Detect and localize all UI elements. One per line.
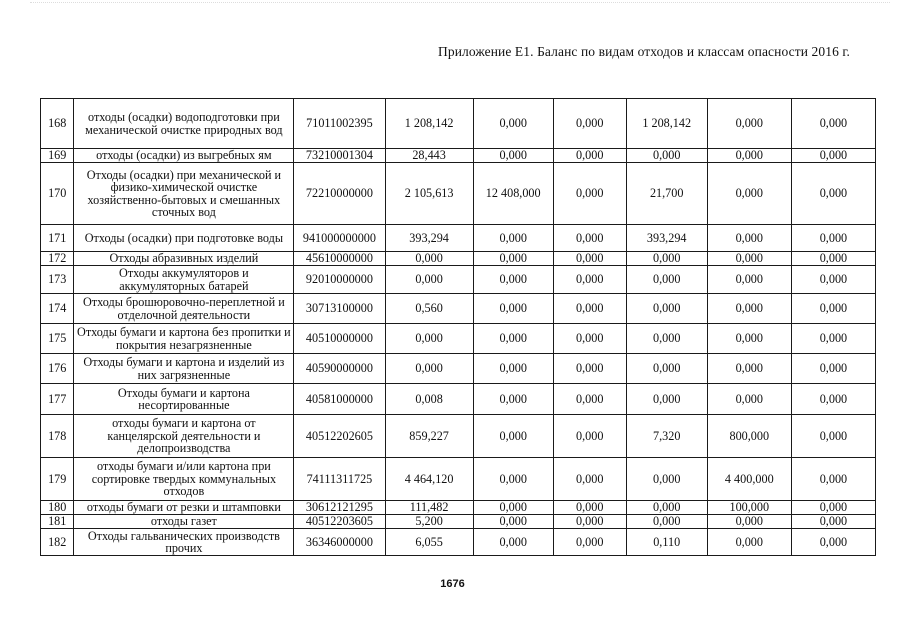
scan-artifact	[30, 2, 890, 7]
table-row	[41, 266, 876, 294]
table-row	[41, 515, 876, 529]
value-col-5: 0,000	[707, 384, 791, 415]
value-col-3: 0,000	[553, 99, 626, 149]
waste-balance-table	[40, 98, 876, 556]
waste-code: 73210001304	[294, 149, 385, 163]
waste-name: Отходы абразивных изделий	[74, 252, 294, 266]
value-col-1: 28,443	[385, 149, 473, 163]
waste-name: Отходы (осадки) при подготовке воды	[74, 225, 294, 252]
value-col-5: 0,000	[707, 294, 791, 324]
row-number: 175	[41, 324, 74, 354]
waste-name: отходы (осадки) из выгребных ям	[74, 149, 294, 163]
value-col-3: 0,000	[553, 515, 626, 529]
waste-code: 941000000000	[294, 225, 385, 252]
waste-code: 71011002395	[294, 99, 385, 149]
value-col-2: 0,000	[473, 294, 553, 324]
waste-name: Отходы аккумуляторов и аккумуляторных батарей	[74, 266, 294, 294]
row-number: 171	[41, 225, 74, 252]
value-col-6: 0,000	[791, 225, 875, 252]
value-col-2: 0,000	[473, 384, 553, 415]
row-number: 176	[41, 354, 74, 384]
waste-code: 30612121295	[294, 501, 385, 515]
value-col-6: 0,000	[791, 163, 875, 225]
page-number: 1676	[440, 578, 465, 590]
value-col-5: 0,000	[707, 324, 791, 354]
row-number: 174	[41, 294, 74, 324]
value-col-4: 0,000	[626, 501, 707, 515]
waste-name: отходы бумаги и картона от канцелярской деятельности и делопроизводства	[74, 415, 294, 458]
table-row	[41, 384, 876, 415]
value-col-5: 0,000	[707, 99, 791, 149]
value-col-3: 0,000	[553, 529, 626, 556]
value-col-5: 0,000	[707, 266, 791, 294]
value-col-1: 4 464,120	[385, 458, 473, 501]
value-col-3: 0,000	[553, 149, 626, 163]
value-col-3: 0,000	[553, 294, 626, 324]
value-col-1: 2 105,613	[385, 163, 473, 225]
value-col-3: 0,000	[553, 252, 626, 266]
waste-code: 92010000000	[294, 266, 385, 294]
value-col-4: 0,000	[626, 324, 707, 354]
value-col-2: 0,000	[473, 324, 553, 354]
waste-code: 72210000000	[294, 163, 385, 225]
table-row	[41, 458, 876, 501]
waste-name: отходы газет	[74, 515, 294, 529]
value-col-1: 0,000	[385, 354, 473, 384]
waste-name: отходы (осадки) водоподготовки при механической очистке природных вод	[74, 99, 294, 149]
waste-name: Отходы гальванических производств прочих	[74, 529, 294, 556]
value-col-1: 393,294	[385, 225, 473, 252]
value-col-3: 0,000	[553, 415, 626, 458]
value-col-6: 0,000	[791, 266, 875, 294]
table-row	[41, 529, 876, 556]
page-caption: Приложение Е1. Баланс по видам отходов и классам опасности 2016 г.	[438, 44, 850, 59]
value-col-5: 0,000	[707, 149, 791, 163]
value-col-4: 0,000	[626, 266, 707, 294]
value-col-2: 0,000	[473, 501, 553, 515]
table-row	[41, 99, 876, 149]
waste-code: 74111311725	[294, 458, 385, 501]
value-col-6: 0,000	[791, 99, 875, 149]
value-col-6: 0,000	[791, 501, 875, 515]
row-number: 182	[41, 529, 74, 556]
row-number: 178	[41, 415, 74, 458]
value-col-4: 393,294	[626, 225, 707, 252]
value-col-5: 100,000	[707, 501, 791, 515]
value-col-1: 0,000	[385, 266, 473, 294]
table-row	[41, 294, 876, 324]
row-number: 173	[41, 266, 74, 294]
table-row	[41, 324, 876, 354]
value-col-5: 0,000	[707, 163, 791, 225]
value-col-4: 0,000	[626, 252, 707, 266]
value-col-4: 0,000	[626, 149, 707, 163]
table-row	[41, 501, 876, 515]
table-row	[41, 163, 876, 225]
waste-name: Отходы (осадки) при механической и физико-химической очистке хозяйственно-бытовых и смешанных сточных вод	[74, 163, 294, 225]
value-col-3: 0,000	[553, 501, 626, 515]
value-col-4: 0,110	[626, 529, 707, 556]
value-col-6: 0,000	[791, 324, 875, 354]
value-col-5: 0,000	[707, 225, 791, 252]
value-col-5: 800,000	[707, 415, 791, 458]
value-col-5: 0,000	[707, 529, 791, 556]
value-col-4: 0,000	[626, 384, 707, 415]
table-row	[41, 354, 876, 384]
value-col-3: 0,000	[553, 384, 626, 415]
value-col-6: 0,000	[791, 515, 875, 529]
value-col-4: 21,700	[626, 163, 707, 225]
value-col-5: 0,000	[707, 252, 791, 266]
value-col-6: 0,000	[791, 415, 875, 458]
value-col-1: 1 208,142	[385, 99, 473, 149]
value-col-5: 0,000	[707, 515, 791, 529]
value-col-3: 0,000	[553, 163, 626, 225]
value-col-1: 859,227	[385, 415, 473, 458]
row-number: 170	[41, 163, 74, 225]
value-col-3: 0,000	[553, 266, 626, 294]
value-col-6: 0,000	[791, 458, 875, 501]
value-col-1: 0,008	[385, 384, 473, 415]
table-row	[41, 225, 876, 252]
value-col-3: 0,000	[553, 354, 626, 384]
waste-code: 30713100000	[294, 294, 385, 324]
row-number: 181	[41, 515, 74, 529]
value-col-2: 0,000	[473, 515, 553, 529]
table-row	[41, 252, 876, 266]
row-number: 169	[41, 149, 74, 163]
value-col-6: 0,000	[791, 384, 875, 415]
value-col-1: 0,000	[385, 252, 473, 266]
row-number: 180	[41, 501, 74, 515]
value-col-6: 0,000	[791, 294, 875, 324]
value-col-6: 0,000	[791, 149, 875, 163]
value-col-2: 0,000	[473, 458, 553, 501]
waste-code: 40581000000	[294, 384, 385, 415]
waste-code: 40512203605	[294, 515, 385, 529]
value-col-2: 0,000	[473, 252, 553, 266]
waste-name: отходы бумаги от резки и штамповки	[74, 501, 294, 515]
value-col-5: 4 400,000	[707, 458, 791, 501]
value-col-6: 0,000	[791, 529, 875, 556]
table-row	[41, 415, 876, 458]
waste-code: 40590000000	[294, 354, 385, 384]
row-number: 177	[41, 384, 74, 415]
value-col-1: 111,482	[385, 501, 473, 515]
table-row	[41, 149, 876, 163]
value-col-3: 0,000	[553, 458, 626, 501]
waste-name: Отходы бумаги и картона несортированные	[74, 384, 294, 415]
value-col-4: 0,000	[626, 294, 707, 324]
value-col-2: 0,000	[473, 354, 553, 384]
value-col-6: 0,000	[791, 354, 875, 384]
value-col-3: 0,000	[553, 225, 626, 252]
value-col-1: 0,560	[385, 294, 473, 324]
value-col-2: 0,000	[473, 225, 553, 252]
row-number: 168	[41, 99, 74, 149]
row-number: 179	[41, 458, 74, 501]
value-col-2: 0,000	[473, 266, 553, 294]
waste-code: 40512202605	[294, 415, 385, 458]
value-col-2: 0,000	[473, 149, 553, 163]
value-col-3: 0,000	[553, 324, 626, 354]
value-col-6: 0,000	[791, 252, 875, 266]
value-col-4: 0,000	[626, 458, 707, 501]
value-col-5: 0,000	[707, 354, 791, 384]
row-number: 172	[41, 252, 74, 266]
waste-name: Отходы брошюровочно-переплетной и отделочной деятельности	[74, 294, 294, 324]
waste-code: 40510000000	[294, 324, 385, 354]
value-col-2: 12 408,000	[473, 163, 553, 225]
value-col-1: 5,200	[385, 515, 473, 529]
waste-name: отходы бумаги и/или картона при сортировке твердых коммунальных отходов	[74, 458, 294, 501]
waste-code: 45610000000	[294, 252, 385, 266]
waste-name: Отходы бумаги и картона без пропитки и покрытия незагрязненные	[74, 324, 294, 354]
waste-code: 36346000000	[294, 529, 385, 556]
value-col-2: 0,000	[473, 529, 553, 556]
value-col-4: 7,320	[626, 415, 707, 458]
value-col-2: 0,000	[473, 99, 553, 149]
value-col-4: 0,000	[626, 515, 707, 529]
value-col-2: 0,000	[473, 415, 553, 458]
value-col-4: 1 208,142	[626, 99, 707, 149]
waste-name: Отходы бумаги и картона и изделий из них загрязненные	[74, 354, 294, 384]
value-col-4: 0,000	[626, 354, 707, 384]
value-col-1: 6,055	[385, 529, 473, 556]
value-col-1: 0,000	[385, 324, 473, 354]
